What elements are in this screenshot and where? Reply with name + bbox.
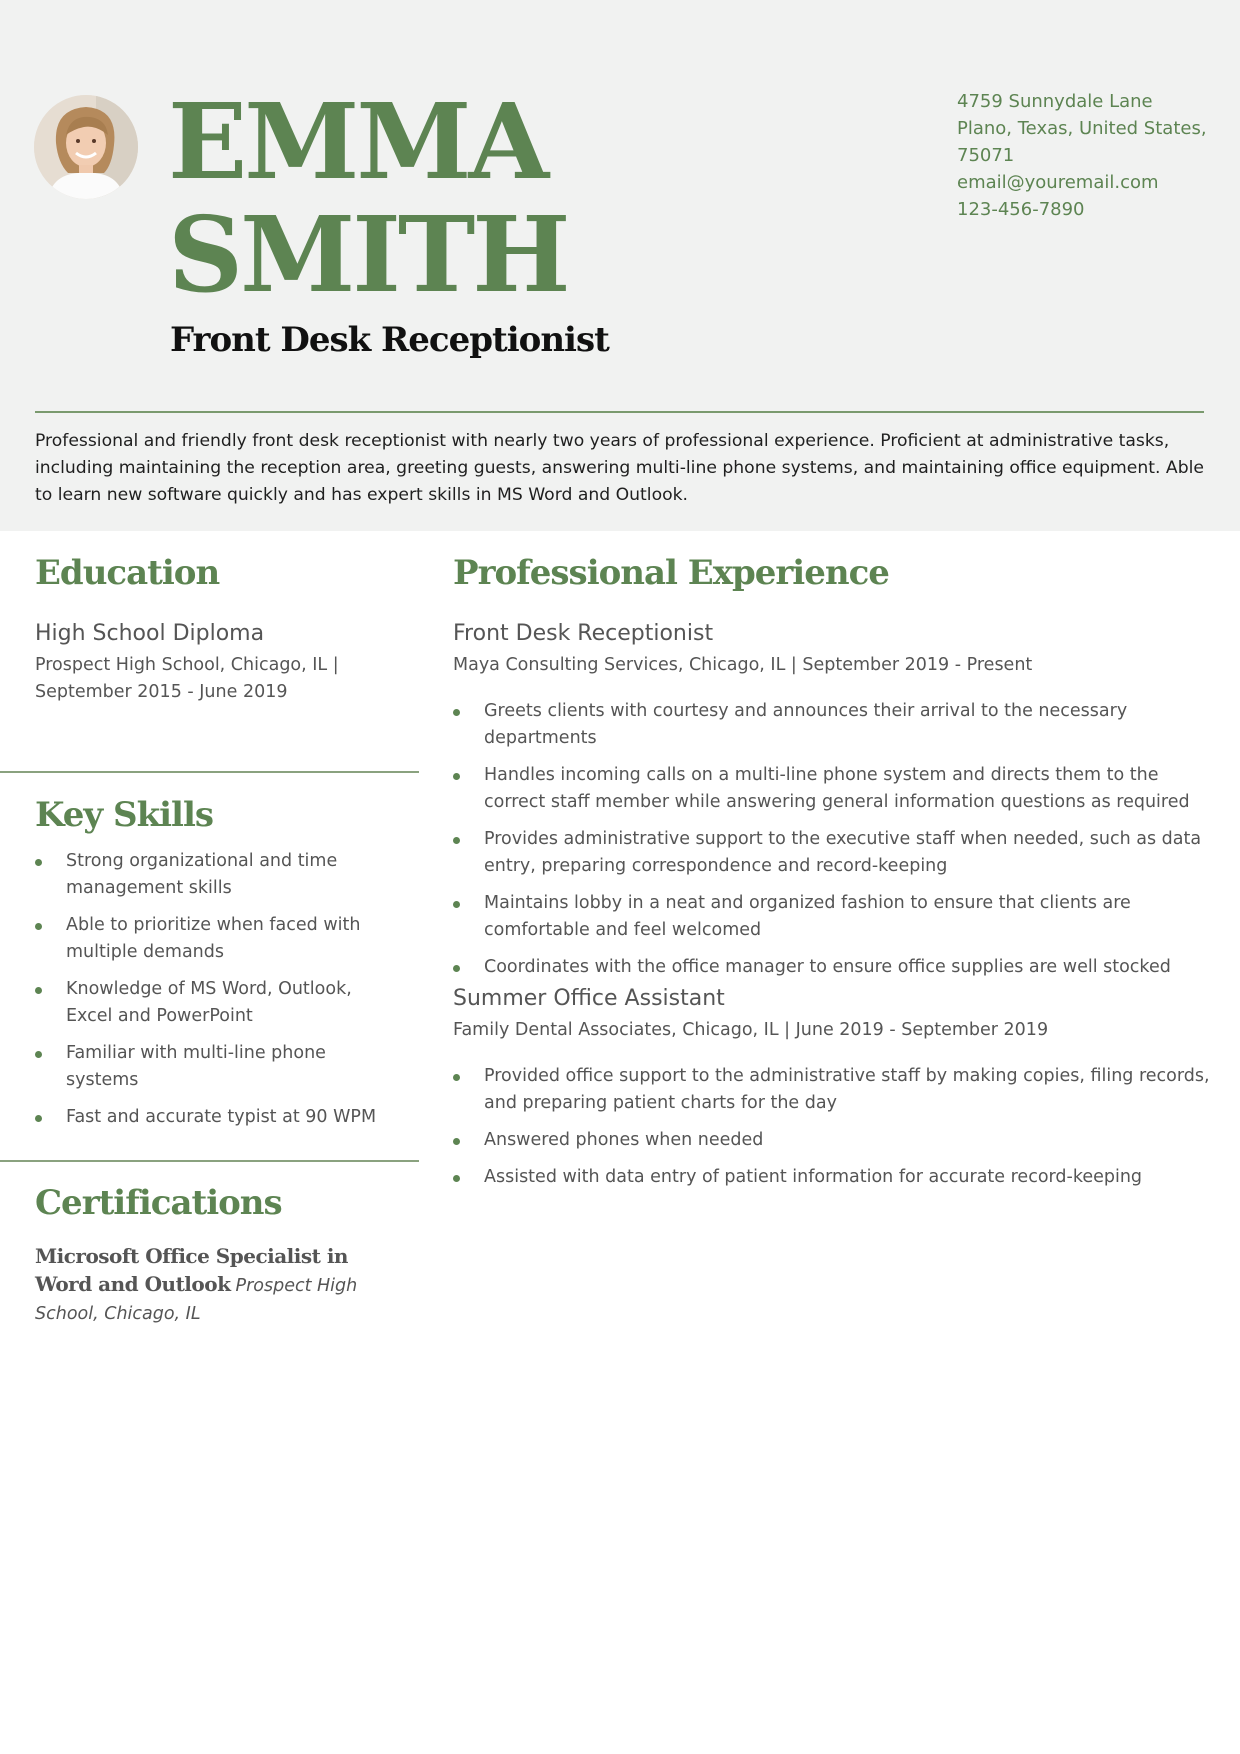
certification-entry <box>35 1243 380 1328</box>
bullet-dot-icon <box>453 1138 460 1145</box>
job-role: Front Desk Receptionist <box>453 621 714 646</box>
list-item <box>453 1127 1213 1154</box>
duty-text: Handles incoming calls on a multi-line phone system and directs them to the correct staff member while answering general information questions as required <box>484 765 1190 812</box>
duty-text: Provided office support to the administrative staff by making copies, filing records, and preparing patient charts for the day <box>484 1066 1210 1113</box>
bullet-dot-icon <box>35 1051 42 1058</box>
bullet-dot-icon <box>35 987 42 994</box>
bullet-dot-icon <box>453 1175 460 1182</box>
list-item <box>35 1104 395 1131</box>
duty-text: Provides administrative support to the executive staff when needed, such as data entry, preparing correspondence and record-keeping <box>484 829 1202 876</box>
summary: Professional and friendly front desk receptionist with nearly two years of professional experience. Proficient at administrative tasks, including maintaining the reception area, greeting guests, answering multi-line phone systems, and maintaining office equipment. Able to learn new software quickly and has expert skills in MS Word and Outlook. <box>35 431 1204 505</box>
skill-text: Strong organizational and time management skills <box>66 851 338 898</box>
job-role: Summer Office Assistant <box>453 986 725 1011</box>
bullet-dot-icon <box>453 1074 460 1081</box>
education-heading: Education <box>35 553 220 593</box>
bullet-dot-icon <box>453 965 460 972</box>
skill-text: Fast and accurate typist at 90 WPM <box>66 1107 377 1127</box>
contact-street: 4759 Sunnydale Lane <box>957 91 1153 112</box>
list-item <box>35 1040 395 1094</box>
bullet-dot-icon <box>453 901 460 908</box>
avatar <box>34 95 138 199</box>
job-meta: Maya Consulting Services, Chicago, IL | September 2019 - Present <box>453 655 1033 675</box>
job-title: Front Desk Receptionist <box>170 320 609 360</box>
job-entry <box>453 619 1213 991</box>
bullet-dot-icon <box>35 859 42 866</box>
bullet-dot-icon <box>453 837 460 844</box>
experience-heading: Professional Experience <box>453 553 889 593</box>
bullet-dot-icon <box>453 709 460 716</box>
contact-phone[interactable]: 123-456-7890 <box>957 199 1085 220</box>
skills-list <box>35 848 395 1141</box>
list-item <box>453 762 1213 816</box>
education-dates: September 2015 - June 2019 <box>35 682 288 702</box>
duty-text: Answered phones when needed <box>484 1130 764 1150</box>
contact-block <box>957 88 1217 223</box>
list-item <box>453 954 1213 981</box>
list-item <box>35 976 395 1030</box>
list-item <box>453 1164 1213 1191</box>
list-item <box>453 826 1213 880</box>
skill-text: Knowledge of MS Word, Outlook, Excel and PowerPoint <box>66 979 352 1026</box>
profile-photo <box>34 95 138 199</box>
certification-issuer: Prospect High School, Chicago, IL <box>35 1276 358 1324</box>
section-divider <box>0 771 419 773</box>
certifications-heading: Certifications <box>35 1183 282 1223</box>
bullet-dot-icon <box>453 773 460 780</box>
list-item <box>35 848 395 902</box>
contact-zip: 75071 <box>957 145 1015 166</box>
bullet-dot-icon <box>35 1115 42 1122</box>
education-detail <box>35 652 365 706</box>
skill-text: Able to prioritize when faced with multiple demands <box>66 915 361 962</box>
duty-text: Coordinates with the office manager to ensure office supplies are well stocked <box>484 957 1171 977</box>
skills-heading: Key Skills <box>35 795 214 835</box>
duty-list <box>453 1063 1213 1191</box>
duty-list <box>453 698 1213 981</box>
list-item <box>453 698 1213 752</box>
header-divider <box>35 411 1204 413</box>
skill-text: Familiar with multi-line phone systems <box>66 1043 326 1090</box>
duty-text: Greets clients with courtesy and announces their arrival to the necessary departments <box>484 701 1128 748</box>
education-school: Prospect High School, Chicago, IL | <box>35 655 339 675</box>
bullet-dot-icon <box>35 923 42 930</box>
contact-email[interactable]: email@youremail.com <box>957 172 1159 193</box>
list-item <box>453 1063 1213 1117</box>
certification-name: Microsoft Office Specialist in Word and Outlook <box>35 1244 348 1296</box>
duty-text: Maintains lobby in a neat and organized fashion to ensure that clients are comfortable and feel welcomed <box>484 893 1131 940</box>
contact-city: Plano, Texas, United States, <box>957 118 1207 139</box>
section-divider <box>0 1160 419 1162</box>
list-item <box>35 912 395 966</box>
last-name: SMITH <box>168 193 568 316</box>
first-name: EMMA <box>168 80 547 203</box>
job-meta: Family Dental Associates, Chicago, IL | June 2019 - September 2019 <box>453 1020 1049 1040</box>
education-degree: High School Diploma <box>35 621 265 646</box>
duty-text: Assisted with data entry of patient information for accurate record-keeping <box>484 1167 1143 1187</box>
job-entry <box>453 984 1213 1201</box>
list-item <box>453 890 1213 944</box>
